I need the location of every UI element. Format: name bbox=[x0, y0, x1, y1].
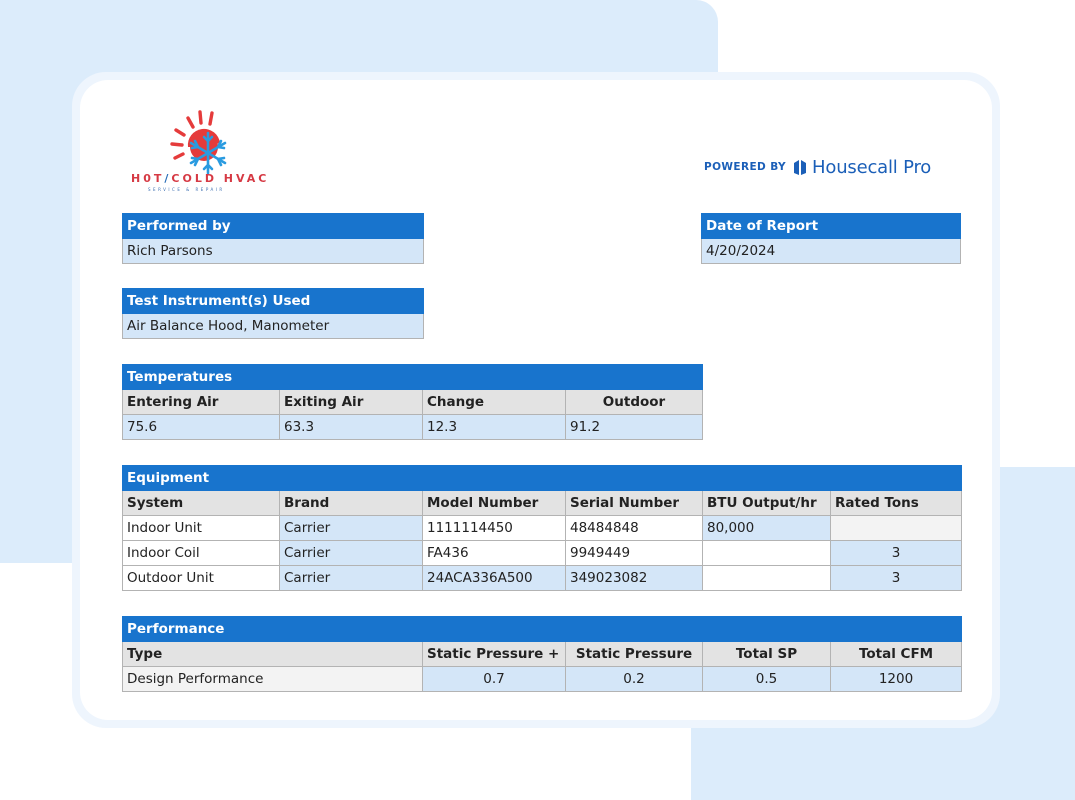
column-header: Entering Air bbox=[123, 390, 280, 415]
column-header: Serial Number bbox=[566, 491, 703, 516]
housecall-pro-brand: Housecall Pro bbox=[812, 156, 932, 178]
test-instruments-value: Air Balance Hood, Manometer bbox=[123, 314, 424, 339]
column-header: Outdoor bbox=[566, 390, 703, 415]
powered-by-label: POWERED BY bbox=[704, 161, 787, 173]
table-cell: 24ACA336A500 bbox=[423, 566, 566, 591]
column-header: Total SP bbox=[703, 642, 831, 667]
equipment-title: Equipment bbox=[123, 466, 962, 491]
table-cell: 48484848 bbox=[566, 516, 703, 541]
column-header: BTU Output/hr bbox=[703, 491, 831, 516]
powered-by-housecall-pro bbox=[704, 154, 931, 180]
table-cell: 91.2 bbox=[566, 415, 703, 440]
column-header: Type bbox=[123, 642, 423, 667]
table-cell bbox=[703, 566, 831, 591]
table-cell: Carrier bbox=[280, 566, 423, 591]
table-cell: 0.7 bbox=[423, 667, 566, 692]
column-header: System bbox=[123, 491, 280, 516]
column-header: Rated Tons bbox=[831, 491, 962, 516]
table-cell: 0.5 bbox=[703, 667, 831, 692]
table-cell: 80,000 bbox=[703, 516, 831, 541]
table-row bbox=[123, 667, 962, 692]
table-cell: Carrier bbox=[280, 516, 423, 541]
date-of-report-label: Date of Report bbox=[702, 214, 961, 239]
table-cell bbox=[831, 516, 962, 541]
performed-by-label: Performed by bbox=[123, 214, 424, 239]
logo-tagline: SERVICE & REPAIR bbox=[148, 187, 225, 192]
table-row bbox=[123, 541, 962, 566]
table-cell: 1200 bbox=[831, 667, 962, 692]
table-cell: 3 bbox=[831, 541, 962, 566]
date-of-report-table bbox=[701, 213, 961, 264]
table-cell: Indoor Coil bbox=[123, 541, 280, 566]
table-cell: 75.6 bbox=[123, 415, 280, 440]
table-cell: 9949449 bbox=[566, 541, 703, 566]
column-header: Brand bbox=[280, 491, 423, 516]
table-cell: 63.3 bbox=[280, 415, 423, 440]
column-header: Model Number bbox=[423, 491, 566, 516]
table-cell: Design Performance bbox=[123, 667, 423, 692]
table-cell: Carrier bbox=[280, 541, 423, 566]
table-cell: 0.2 bbox=[566, 667, 703, 692]
column-header: Total CFM bbox=[831, 642, 962, 667]
performed-by-table bbox=[122, 213, 424, 264]
housecall-pro-logo-icon bbox=[793, 158, 807, 176]
table-cell: Indoor Unit bbox=[123, 516, 280, 541]
table-row bbox=[123, 415, 703, 440]
table-cell: 12.3 bbox=[423, 415, 566, 440]
test-instruments-label: Test Instrument(s) Used bbox=[123, 289, 424, 314]
column-header: Static Pressure bbox=[566, 642, 703, 667]
performance-table bbox=[122, 616, 962, 692]
table-row bbox=[123, 566, 962, 591]
equipment-table bbox=[122, 465, 962, 591]
test-instruments-table bbox=[122, 288, 424, 339]
temperatures-table bbox=[122, 364, 703, 440]
table-row bbox=[123, 516, 962, 541]
temperatures-title: Temperatures bbox=[123, 365, 703, 390]
table-cell bbox=[703, 541, 831, 566]
table-cell: Outdoor Unit bbox=[123, 566, 280, 591]
table-cell: 1111114450 bbox=[423, 516, 566, 541]
column-header: Exiting Air bbox=[280, 390, 423, 415]
column-header: Static Pressure + bbox=[423, 642, 566, 667]
performance-title: Performance bbox=[123, 617, 962, 642]
logo-wordmark: H0T/COLD HVAC bbox=[131, 172, 270, 185]
table-cell: 349023082 bbox=[566, 566, 703, 591]
column-header: Change bbox=[423, 390, 566, 415]
table-cell: 3 bbox=[831, 566, 962, 591]
table-cell: FA436 bbox=[423, 541, 566, 566]
date-of-report-value: 4/20/2024 bbox=[702, 239, 961, 264]
performed-by-value: Rich Parsons bbox=[123, 239, 424, 264]
